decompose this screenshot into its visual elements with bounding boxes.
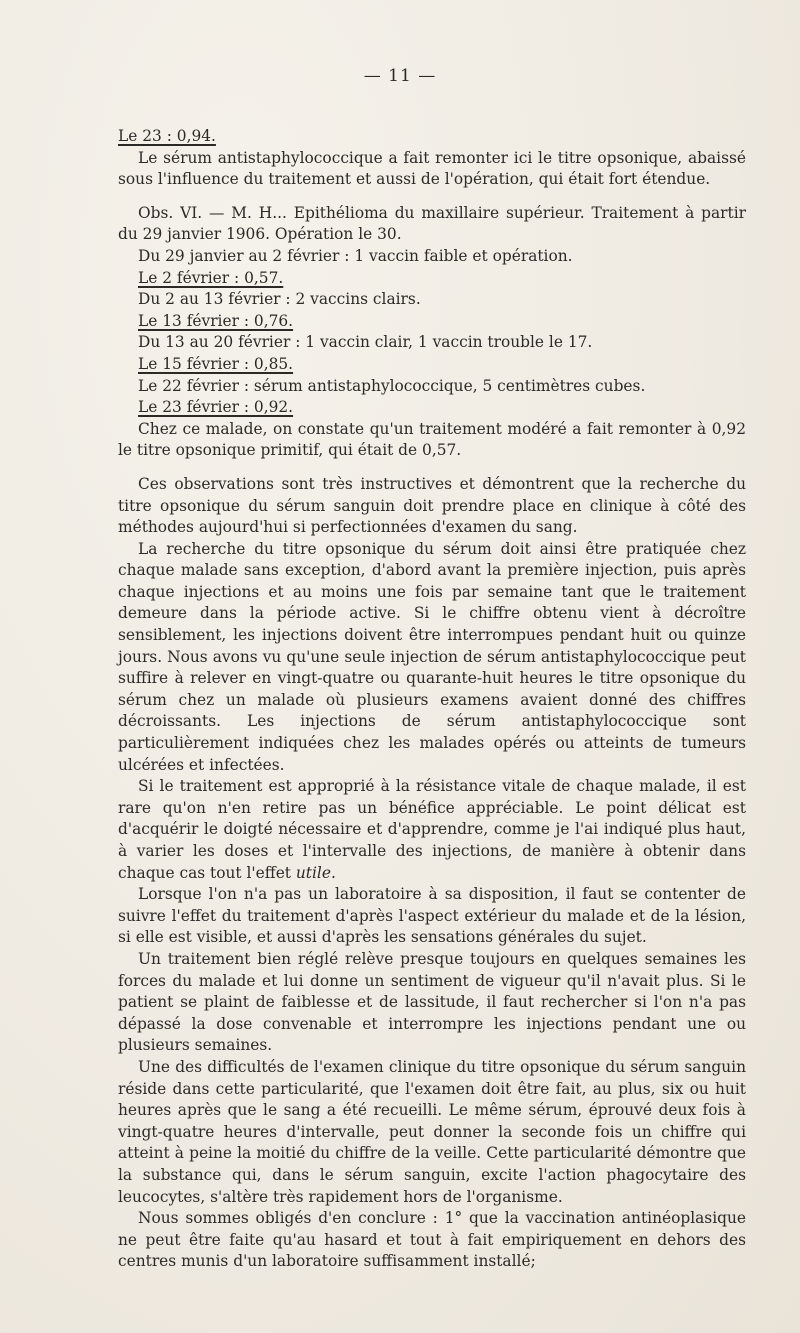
result-line: Le 23 : 0,94. [118, 127, 216, 145]
paragraph: La recherche du titre opsonique du sérum doit ainsi être pratiquée chez chaque malade sans exception, d'abord avant la première injection, puis après chaque injections et au moins une fois par semaine tant que le traitement demeure dans la période active. Si le chiffre obtenu vient à décroître sensiblement, les injections doivent être interrompues pendant huit ou quinze jours. Nous avons vu qu'une seule injection de sérum antistaphylococcique peut suffire à relever en vingt-quatre ou quarante-huit heures le titre opsonique du sérum chez un malade où plusieurs examens avaient donné des chiffres décroissants. Les injections de sérum antistaphylococcique sont particulièrement indiquées chez les malades opérés ou atteints de tumeurs ulcérées et infectées. [118, 539, 746, 774]
italic-word: utile. [295, 863, 336, 882]
treatment-line: Du 29 janvier au 2 février : 1 vaccin faible et opération. [138, 246, 573, 265]
page-number: — 11 — [363, 66, 437, 86]
treatment-line: Du 2 au 13 février : 2 vaccins clairs. [138, 290, 421, 309]
paragraph: Chez ce malade, on constate qu'un traitement modéré a fait remonter à 0,92 le titre opsonique primitif, qui était de 0,57. [118, 419, 746, 460]
result-line: Le 13 février : 0,76. [138, 311, 294, 330]
paragraph: Une des difficultés de l'examen clinique du titre opsonique du sérum sanguin réside dans cette particularité, que l'examen doit être fait, au plus, six ou huit heures après que le sang a été recueilli. Le même sérum, éprouvé deux fois à vingt-quatre heures d'intervalle, peut donner la seconde fois un chiffre qui atteint à peine la moitié du chiffre de la veille. Cette particularité démontre que la substance qui, dans le sérum sanguin, excite l'action phagocytaire des leucocytes, s'altère très rapidement hors de l'organisme. [118, 1057, 746, 1206]
treatment-line: Le 22 février : sérum antistaphylococcique, 5 centimètres cubes. [138, 376, 646, 395]
paragraph: Si le traitement est approprié à la résistance vitale de chaque malade, il est rare qu'on n'en retire pas un bénéfice appréciable. Le point délicat est d'acquérir le doigté nécessaire et d'apprendre, comme je l'ai indiqué plus haut, à varier les doses et l'intervalle des injections, de manière à obtenir dans chaque cas tout l'effet utile. [118, 777, 746, 882]
treatment-line: Du 13 au 20 février : 1 vaccin clair, 1 vaccin trouble le 17. [138, 333, 593, 352]
paragraph: Le sérum antistaphylococcique a fait remonter ici le titre opsonique, abaissé sous l'influence du traitement et aussi de l'opération, qui était fort étendue. [118, 148, 746, 189]
paragraph: Un traitement bien réglé relève presque toujours en quelques semaines les forces du malade et lui donne un sentiment de vigueur qu'il n'avait plus. Si le patient se plaint de faiblesse et de lassitude, il faut rechercher si l'on n'a pas dépassé la dose convenable et interrompre les injections pendant une ou plusieurs semaines. [118, 949, 746, 1055]
observation-heading: Obs. VI. — M. H... Epithélioma du maxillaire supérieur. Traitement à partir du 29 janvier 1906. Opération le 30. [118, 203, 746, 244]
paragraph: Nous sommes obligés d'en conclure : 1° que la vaccination antinéoplasique ne peut être faite qu'au hasard et tout à fait empiriquement en dehors des centres munis d'un laboratoire suffisamment installé; [118, 1209, 746, 1271]
paragraph: Ces observations sont très instructives et démontrent que la recherche du titre opsonique du sérum sanguin doit prendre place en clinique à côté des méthodes aujourd'hui si perfectionnées d'examen du sang. [118, 474, 746, 537]
result-line: Le 23 février : 0,92. [138, 398, 294, 417]
result-line: Le 15 février : 0,85. [138, 354, 294, 373]
paragraph: Lorsque l'on n'a pas un laboratoire à sa disposition, il faut se contenter de suivre l'effet du traitement d'après l'aspect extérieur du malade et de la lésion, si elle est visible, et aussi d'après les sensations générales du sujet. [118, 885, 746, 947]
body-text [118, 126, 746, 1273]
result-line: Le 2 février : 0,57. [138, 268, 284, 287]
